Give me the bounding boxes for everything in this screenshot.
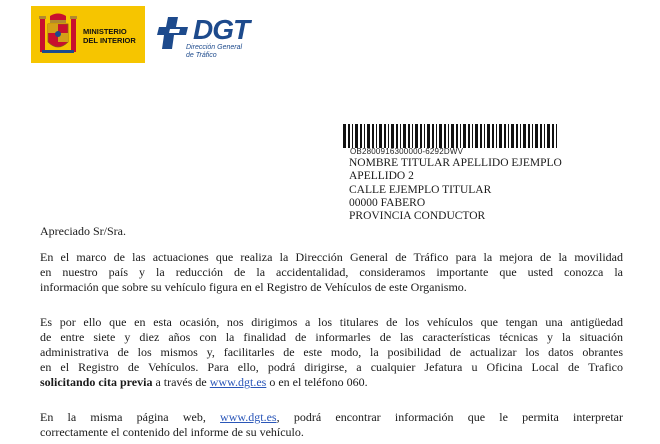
dgt-logo-text: DGT [193,14,250,45]
address-line: CALLE EJEMPLO TITULAR [349,183,492,196]
recipient-address [349,157,562,223]
address-line: PROVINCIA CONDUCTOR [349,210,486,223]
paragraph-line: en el Registro de Vehículos. Para ello, podrá dirigirse, a cualquier Jefatura u Oficina Local de Trafico [40,360,623,374]
paragraph-line: en nuestro país y la reducción de la accidentalidad, consideramos importante que usted conozca la [40,265,623,279]
barcode-icon [343,124,561,148]
paragraph-line: información que sobre su vehículo figura en el Registro de Vehículos de este Organismo. [40,280,467,294]
paragraph-line: de entre siete y diez años con la finalidad de informarles de las características técnicas y la situación [40,330,623,344]
dgt-website-link[interactable]: www.dgt.es [209,375,267,389]
paragraph-2 [40,315,623,390]
text-fragment: En la misma página web, [40,410,221,424]
barcode-code: OB2800916300000-6292DWV [350,147,464,156]
paragraph-line [40,375,623,390]
paragraph-3 [40,410,623,440]
dgt-website-link[interactable]: www.dgt.es [220,410,277,424]
cita-previa-emphasis: solicitando cita previa [40,375,153,389]
paragraph-line: correctamente el contenido del informe de su vehículo. [40,425,304,439]
paragraph-1 [40,250,623,295]
text-fragment: , podrá encontrar información que le permita interpretar [276,410,623,424]
text-fragment: a través de [152,375,210,389]
text-fragment: o en el teléfono 060. [266,375,368,389]
greeting: Apreciado Sr/Sra. [40,224,126,238]
ministry-name: MINISTERIO DEL INTERIOR [83,27,136,45]
address-line: 00000 FABERO [349,196,426,209]
dgt-cross-icon [156,15,190,51]
address-line: NOMBRE TITULAR APELLIDO EJEMPLO [349,157,562,169]
paragraph-line [40,410,623,425]
address-line: APELLIDO 2 [349,170,414,183]
coat-of-arms-icon [38,12,78,58]
paragraph-line: En el marco de las actuaciones que realiza la Dirección General de Tráfico para la mejora de la movilidad [40,250,623,264]
paragraph-line: Es por ello que en esta ocasión, nos dirigimos a los titulares de los vehículos que tengan una antigüedad [40,315,623,329]
paragraph-line: administrativa de los mismos y, facilitarles de este modo, la posibilidad de actualizar los datos obrantes [40,345,623,359]
dgt-subtitle: Dirección General de Tráfico [186,44,243,59]
